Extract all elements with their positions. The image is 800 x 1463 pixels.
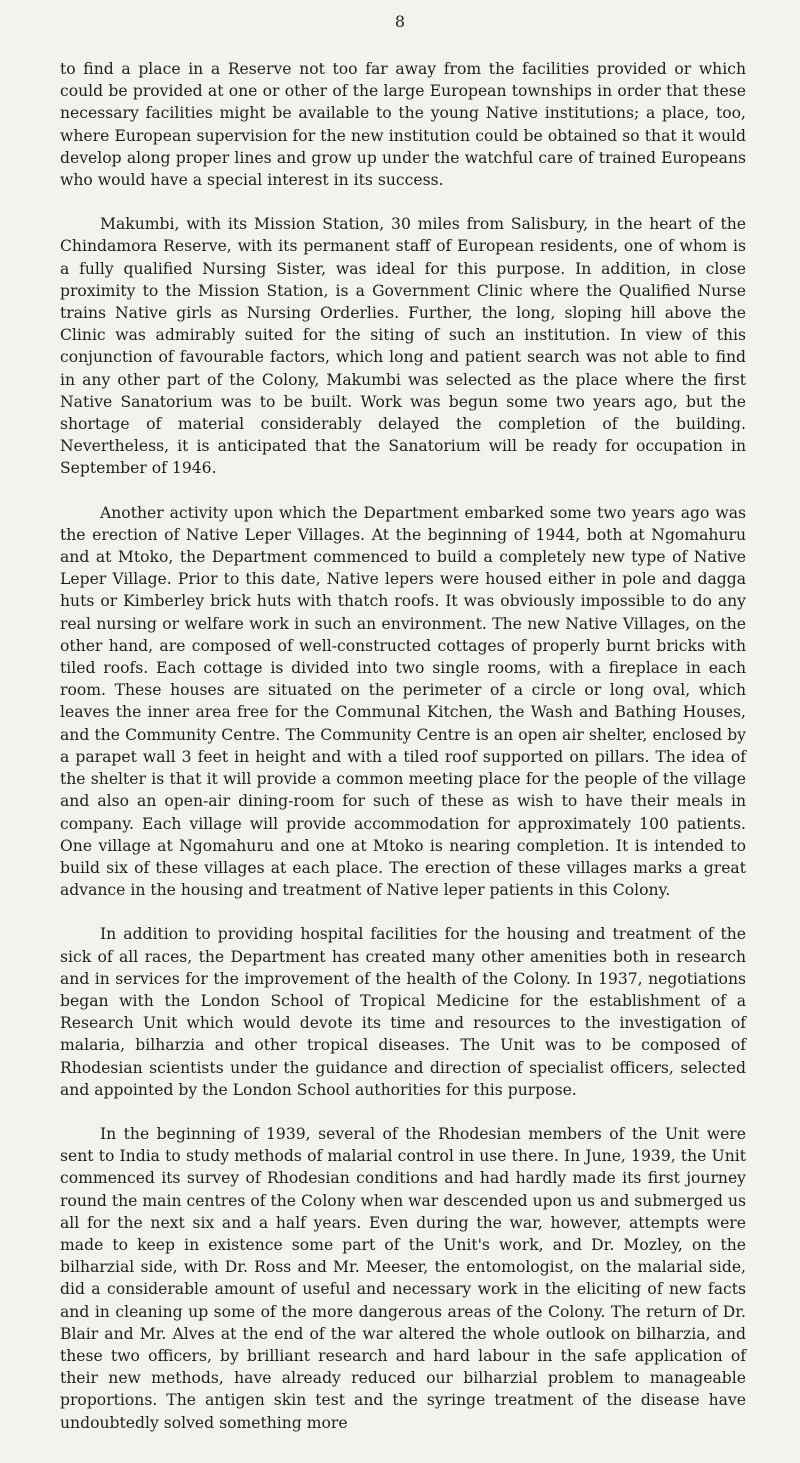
paragraph-continuation: to find a place in a Reserve not too far away from the facilities provided or which could be provided at one or other of the large European townships in order that these necessary facilities might be available to the young Native institutions; a place, too, where European supervision for the new institution could be obtained so that it would develop along proper lines and grow up under the watchful care of trained Europeans who would have a special interest in its success. [60, 60, 746, 190]
paragraph-malaria-bilharzia-work: In the beginning of 1939, several of the Rhodesian members of the Unit were sent to India to study methods of malarial control in use there. In June, 1939, the Unit commenced its survey of Rhodesian conditions and had hardly made its first journey round the main centres of the Colony when war descended upon us and submerged us all for the next six and a half years. Even during the war, however, attempts were made to keep in existence some part of the Unit's work, and Dr. Mozley, on the bilharzial side, with Dr. Ross and Mr. Meeser, the entomologist, on the malarial side, did a considerable amount of useful and necessary work in the eliciting of new facts and in cleaning up some of the more dangerous areas of the Colony. The return of Dr. Blair and Mr. Alves at the end of the war altered the whole outlook on bilharzia, and these two officers, by brilliant research and hard labour in the safe application of their new methods, have already reduced our bilharzial problem to manageable proportions. The antigen skin test and the syringe treatment of the disease have undoubtedly solved something more [60, 1124, 746, 1432]
page-number: 8 [394, 12, 406, 31]
paragraph-makumbi-sanatorium: Makumbi, with its Mission Station, 30 miles from Salisbury, in the heart of the Chindamora Reserve, with its permanent staff of European residents, one of whom is a fully qualified Nursing Sister, was ideal for this purpose. In addition, in close proximity to the Mission Station, is a Government Clinic where the Qualified Nurse trains Native girls as Nursing Orderlies. Further, the long, sloping hill above the Clinic was admirably suited for the siting of such an institution. In view of this conjunction of favourable factors, which long and patient search was not able to find in any other part of the Colony, Makumbi was selected as the place where the first Native Sanatorium was to be built. Work was begun some two years ago, but the shortage of material considerably delayed the completion of the building. Nevertheless, it is anticipated that the Sanatorium will be ready for occupation in September of 1946. [60, 215, 746, 478]
paragraph-leper-villages: Another activity upon which the Department embarked some two years ago was the erection of Native Leper Villages. At the beginning of 1944, both at Ngomahuru and at Mtoko, the Department commenced to build a completely new type of Native Leper Village. Prior to this date, Native lepers were housed either in pole and dagga huts or Kimberley brick huts with thatch roofs. It was obviously impossible to do any real nursing or welfare work in such an environment. The new Native Villages, on the other hand, are composed of well-constructed cottages of properly burnt bricks with tiled roofs. Each cottage is divided into two single rooms, with a fireplace in each room. These houses are situated on the perimeter of a circle or long oval, which leaves the inner area free for the Communal Kitchen, the Wash and Bathing Houses, and the Community Centre. The Community Centre is an open air shelter, enclosed by a parapet wall 3 feet in height and with a tiled roof supported on pillars. The idea of the shelter is that it will provide a common meeting place for the people of the village and also an open-air dining-room for such of these as wish to have their meals in company. Each village will provide accommodation for approximately 100 patients. One village at Ngomahuru and one at Mtoko is nearing completion. It is intended to build six of these villages at each place. The erection of these villages marks a great advance in the housing and treatment of Native leper patients in this Colony. [60, 503, 746, 900]
paragraph-research-unit: In addition to providing hospital facilities for the housing and treatment of the sick of all races, the Department has created many other amenities both in research and in services for the improvement of the health of the Colony. In 1937, negotiations began with the London School of Tropical Medicine for the establishment of a Research Unit which would devote its time and resources to the investigation of malaria, bilharzia and other tropical diseases. The Unit was to be composed of Rhodesian scientists under the guidance and direction of specialist officers, selected and appointed by the London School authorities for this purpose. [60, 925, 746, 1099]
